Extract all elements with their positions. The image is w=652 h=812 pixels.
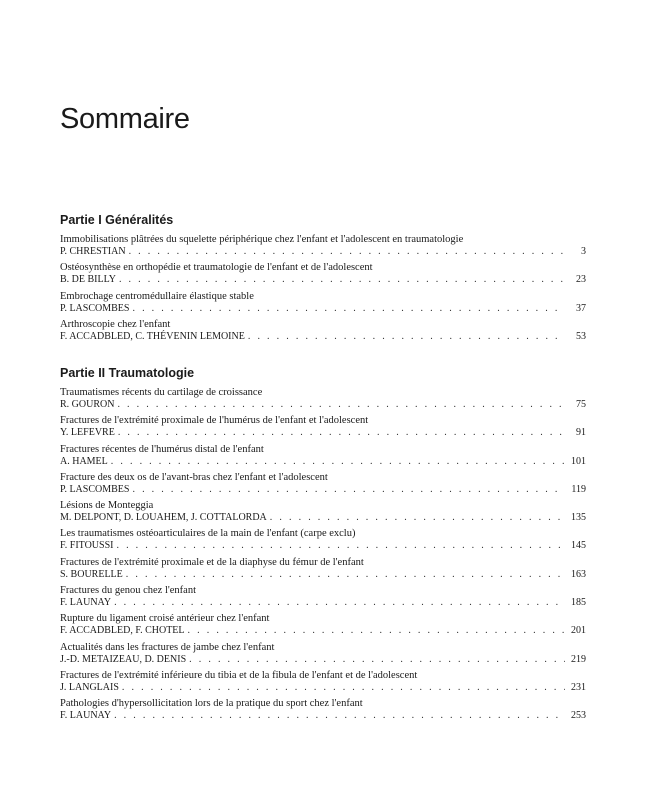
page-number: 231 <box>571 681 586 693</box>
page-number: 3 <box>581 246 586 257</box>
chapter-title: Arthroscopie chez l'enfant <box>60 318 171 330</box>
page-number: 219 <box>571 653 586 665</box>
entry-line <box>60 654 586 666</box>
toc-entry[interactable] <box>60 698 586 726</box>
dot-leader <box>114 597 565 609</box>
chapter-authors: J.-D. METAIZEAU, D. DENIS <box>60 653 187 665</box>
dot-leader <box>270 512 565 524</box>
chapter-title: Traumatismes récents du cartilage de croissance <box>60 387 263 398</box>
dot-leader <box>119 274 565 286</box>
dot-leader <box>114 710 565 722</box>
dot-leader <box>132 303 565 315</box>
entry-line <box>60 246 586 258</box>
toc-entry[interactable] <box>60 415 586 443</box>
entry-line <box>60 512 586 524</box>
dot-leader <box>118 427 565 439</box>
chapter-authors: P. LASCOMBES <box>60 302 130 314</box>
dot-leader <box>188 625 565 637</box>
entry-line <box>60 625 586 637</box>
chapter-authors: J. LANGLAIS <box>60 681 119 693</box>
chapter-title: Les traumatismes ostéoarticulaires de la main de l'enfant (carpe exclu) <box>60 528 356 540</box>
chapter-authors: M. DELPONT, D. LOUAHEM, J. COTTALORDA <box>60 512 267 524</box>
entry-line <box>60 331 586 343</box>
page-number: 185 <box>571 597 586 609</box>
page-number: 37 <box>576 302 586 314</box>
chapter-title: Fracture des deux os de l'avant-bras chez l'enfant et l'adolescent <box>60 471 328 483</box>
entry-line <box>60 710 586 722</box>
page-number: 23 <box>576 274 586 286</box>
page-title: Sommaire <box>60 103 190 135</box>
chapter-authors: Y. LEFEVRE <box>60 427 115 439</box>
toc-entry[interactable] <box>60 472 586 500</box>
toc-entry[interactable] <box>60 319 586 347</box>
dot-leader <box>129 246 565 258</box>
toc-entry[interactable] <box>60 234 586 262</box>
page-number: 163 <box>571 568 586 580</box>
dot-leader <box>126 569 565 581</box>
chapter-authors: F. LAUNAY <box>60 710 112 722</box>
chapter-title: Immobilisations plâtrées du squelette périphérique chez l'enfant et l'adolescent en traumatologie <box>60 234 464 245</box>
page-number: 91 <box>576 427 586 439</box>
chapter-title: Pathologies d'hypersollicitation lors de la pratique du sport chez l'enfant <box>60 698 363 710</box>
entry-line <box>60 399 586 411</box>
toc-entry[interactable] <box>60 670 586 698</box>
entry-line <box>60 456 586 468</box>
chapter-authors: P. LASCOMBES <box>60 483 130 495</box>
chapter-title: Fractures de l'extrémité proximale de l'humérus de l'enfant et l'adolescent <box>60 415 369 427</box>
chapter-title: Rupture du ligament croisé antérieur chez l'enfant <box>60 613 270 625</box>
toc-entry[interactable] <box>60 291 586 319</box>
toc-entry[interactable] <box>60 585 586 613</box>
toc-entry[interactable] <box>60 262 586 290</box>
chapter-authors: F. FITOUSSI <box>60 540 114 552</box>
entry-line <box>60 597 586 609</box>
chapter-authors: F. LAUNAY <box>60 597 112 609</box>
chapter-title: Lésions de Monteggia <box>60 500 154 512</box>
page-number: 201 <box>571 625 586 637</box>
chapter-title: Embrochage centromédullaire élastique stable <box>60 290 254 302</box>
dot-leader <box>122 682 565 694</box>
toc-entry[interactable] <box>60 444 586 472</box>
chapter-authors: A. HAMEL <box>60 455 108 467</box>
chapter-authors: R. GOURON <box>60 399 115 410</box>
entry-line <box>60 303 586 315</box>
page-number: 145 <box>571 540 586 552</box>
dot-leader <box>132 484 565 496</box>
entry-line <box>60 484 586 496</box>
entry-line <box>60 569 586 581</box>
toc-entry[interactable] <box>60 613 586 641</box>
entry-list <box>60 387 586 727</box>
page-number: 75 <box>576 399 586 410</box>
toc-part-1 <box>60 213 586 347</box>
part-heading: Partie I Généralités <box>60 213 174 227</box>
chapter-title: Fractures récentes de l'humérus distal de l'enfant <box>60 443 264 455</box>
chapter-authors: S. BOURELLE <box>60 568 123 580</box>
entry-line <box>60 540 586 552</box>
chapter-title: Actualités dans les fractures de jambe chez l'enfant <box>60 641 275 653</box>
toc-part-2 <box>60 366 586 727</box>
dot-leader <box>189 654 565 666</box>
toc-entry[interactable] <box>60 557 586 585</box>
page-number: 119 <box>571 483 586 495</box>
page-number: 253 <box>571 710 586 722</box>
chapter-title: Ostéosynthèse en orthopédie et traumatologie de l'enfant et de l'adolescent <box>60 262 373 274</box>
chapter-authors: B. DE BILLY <box>60 274 116 286</box>
page-number: 135 <box>571 512 586 524</box>
chapter-authors: P. CHRESTIAN <box>60 246 126 257</box>
entry-line <box>60 274 586 286</box>
entry-line <box>60 427 586 439</box>
toc-entry[interactable] <box>60 642 586 670</box>
toc-entry[interactable] <box>60 387 586 415</box>
chapter-title: Fractures du genou chez l'enfant <box>60 585 197 597</box>
entry-list <box>60 234 586 347</box>
part-heading: Partie II Traumatologie <box>60 366 195 380</box>
toc-entry[interactable] <box>60 528 586 556</box>
dot-leader <box>248 331 565 343</box>
entry-line <box>60 682 586 694</box>
chapter-title: Fractures de l'extrémité proximale et de la diaphyse du fémur de l'enfant <box>60 556 364 568</box>
dot-leader <box>116 540 565 552</box>
page-number: 101 <box>571 455 586 467</box>
chapter-authors: F. ACCADBLED, C. THÉVENIN LEMOINE <box>60 330 245 342</box>
chapter-title: Fractures de l'extrémité inférieure du tibia et de la fibula de l'enfant et de l'adolescent <box>60 669 418 681</box>
page-number: 53 <box>576 330 586 342</box>
toc-entry[interactable] <box>60 500 586 528</box>
chapter-authors: F. ACCADBLED, F. CHOTEL <box>60 625 185 637</box>
dot-leader <box>111 456 565 468</box>
dot-leader <box>117 399 565 411</box>
